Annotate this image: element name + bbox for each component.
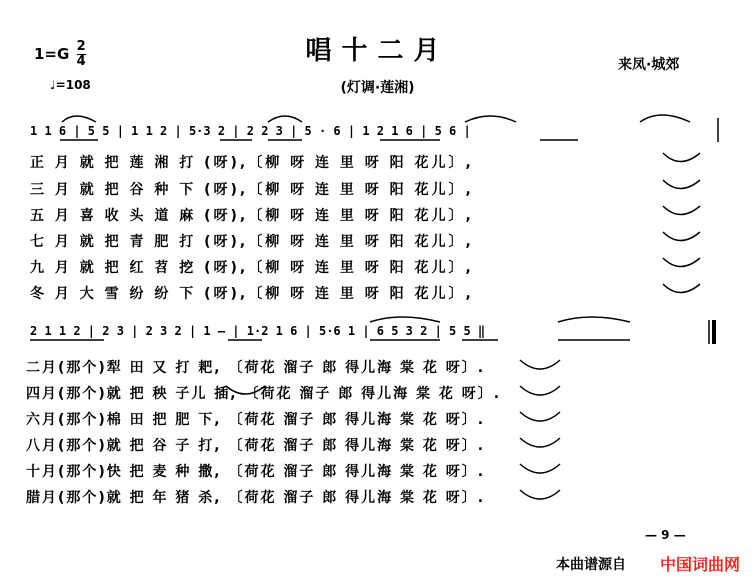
lyric-line-2-6: 腊月(那个)就 把 年 猪 杀, 〔荷花 溜子 郎 得儿海 棠 花 呀〕. <box>26 490 486 506</box>
slur-mark <box>558 317 630 322</box>
melisma-mark <box>520 386 560 395</box>
slur-mark <box>370 317 440 322</box>
lyric-line-2-5: 十月(那个)快 把 麦 种 撒, 〔荷花 溜子 郎 得儿海 棠 花 呀〕. <box>26 464 486 480</box>
melisma-mark <box>663 258 700 267</box>
lyric-line-1-3: 五 月 喜 收 头 道 麻 (呀),〔柳 呀 连 里 呀 阳 花儿〕, <box>30 208 474 224</box>
lyric-line-2-2: 四月(那个)就 把 秧 子儿 插, 〔荷花 溜子 郎 得儿海 棠 花 呀〕. <box>26 386 502 402</box>
melisma-mark <box>663 206 700 215</box>
notation-line-2: 2 1 1 2 | 2 3 | 2 3 2 | 1 — | 1·2 1 6 | 5·6 1 | 6 5 3 2 | 5 5 ‖ <box>30 324 486 338</box>
notation-line-1: 1 1 6 | 5 5 | 1 1 2 | 5·3 2 | 2 2 3 | 5 · 6 | 1 2 1 6 | 5 6 | <box>30 124 471 138</box>
lyric-line-1-2: 三 月 就 把 谷 种 下 (呀),〔柳 呀 连 里 呀 阳 花儿〕, <box>30 182 474 198</box>
melisma-mark <box>663 284 700 293</box>
lyric-line-1-6: 冬 月 大 雪 纷 纷 下 (呀),〔柳 呀 连 里 呀 阳 花儿〕, <box>30 286 474 302</box>
melisma-mark <box>663 232 700 241</box>
melisma-mark <box>520 464 560 473</box>
melisma-mark <box>226 386 265 394</box>
melisma-mark <box>520 360 560 369</box>
melisma-mark <box>520 490 560 499</box>
slur-mark <box>268 116 302 122</box>
song-title: 唱十二月 <box>305 36 450 66</box>
melisma-mark <box>520 412 560 421</box>
melisma-mark <box>663 180 700 189</box>
page-number: — 9 — <box>645 528 686 542</box>
slur-mark <box>465 116 516 122</box>
song-subtitle: (灯调·莲湘) <box>340 80 415 96</box>
slur-mark <box>62 116 96 122</box>
melisma-mark <box>520 438 560 447</box>
lyric-line-1-4: 七 月 就 把 青 肥 打 (呀),〔柳 呀 连 里 呀 阳 花儿〕, <box>30 234 474 250</box>
source-label: 本曲谱源自 <box>556 557 626 573</box>
lyric-line-2-3: 六月(那个)棉 田 把 肥 下, 〔荷花 溜子 郎 得儿海 棠 花 呀〕. <box>26 412 486 428</box>
source-site-link[interactable]: 中国词曲网 <box>660 555 741 574</box>
lyric-line-2-4: 八月(那个)就 把 谷 子 打, 〔荷花 溜子 郎 得儿海 棠 花 呀〕. <box>26 438 486 454</box>
slur-mark <box>640 115 690 122</box>
lyric-line-1-5: 九 月 就 把 红 苕 挖 (呀),〔柳 呀 连 里 呀 阳 花儿〕, <box>30 260 474 276</box>
key-label: 1=G <box>34 45 70 63</box>
melisma-mark <box>663 153 700 162</box>
lyric-line-1-1: 正 月 就 把 莲 湘 打 (呀),〔柳 呀 连 里 呀 阳 花儿〕, <box>30 155 474 171</box>
time-top: 2 <box>76 39 86 54</box>
lyric-line-2-1: 二月(那个)犁 田 又 打 耙, 〔荷花 溜子 郎 得儿海 棠 花 呀〕. <box>26 360 486 376</box>
tempo-mark: ♩=108 <box>50 78 91 92</box>
song-origin: 来凤·城郊 <box>618 57 680 73</box>
time-bottom: 4 <box>76 54 86 69</box>
